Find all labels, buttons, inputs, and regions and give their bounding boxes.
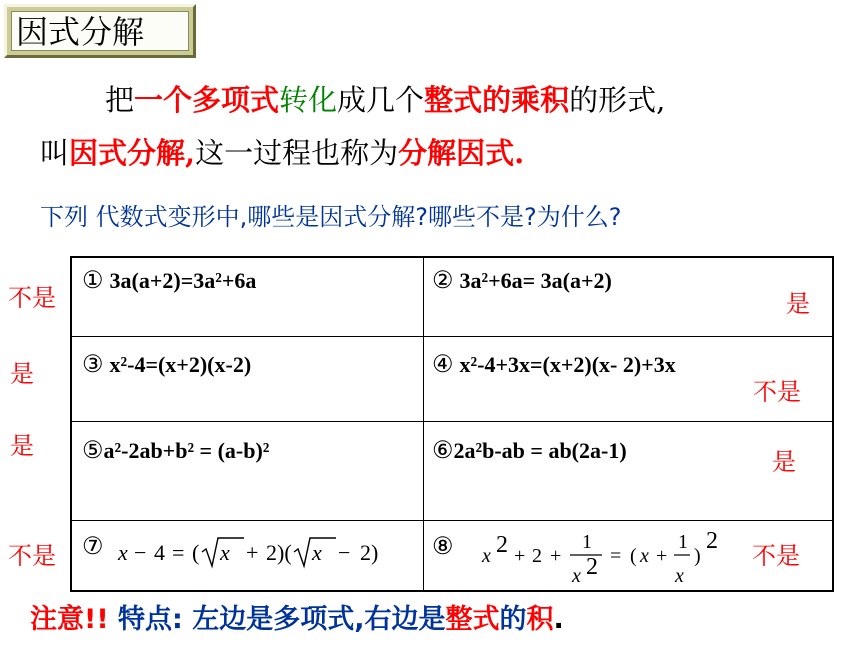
definition-emphasis: 分解因式 <box>398 136 515 170</box>
answer-label-2: 是 <box>786 290 810 318</box>
svg-text:2: 2 <box>586 554 598 580</box>
svg-text:=: = <box>172 540 185 565</box>
table-cell-3 <box>82 350 251 379</box>
definition-text: 这一过程也称为 <box>195 136 399 170</box>
table-cell-6 <box>432 436 627 465</box>
svg-text:): ) <box>694 545 701 567</box>
item-expression: x²-4+3x=(x+2)(x- 2)+3x <box>459 352 676 377</box>
answer-label-6: 是 <box>772 448 796 476</box>
svg-text:x: x <box>482 545 491 567</box>
svg-text:+: + <box>550 545 562 567</box>
svg-text:2: 2 <box>532 545 542 567</box>
item-expression: x²-4=(x+2)(x-2) <box>109 352 252 377</box>
table-cell-7 <box>82 532 110 561</box>
svg-text:2): 2) <box>360 540 379 565</box>
svg-text:−: − <box>338 540 351 565</box>
item-number: ⑦ <box>82 534 104 560</box>
definition-text: 成几个 <box>337 83 425 117</box>
answer-label-5: 是 <box>10 432 34 460</box>
svg-text:x: x <box>118 540 128 565</box>
formula-8 <box>472 522 762 590</box>
item-number: ④ <box>432 352 454 378</box>
note-label: 注意!! <box>30 604 109 635</box>
item-number: ② <box>432 268 454 294</box>
definition-text: 叫 <box>40 136 70 170</box>
note-emphasis: 积 <box>526 604 554 635</box>
svg-text:x: x <box>572 565 581 587</box>
svg-text:x: x <box>640 545 649 567</box>
note-end: . <box>553 604 564 635</box>
definition-punct: . <box>514 136 525 170</box>
svg-text:x: x <box>312 540 322 565</box>
definition-line-1 <box>105 78 665 119</box>
page-title: 因式分解 <box>11 11 189 51</box>
note-text: 的 <box>499 604 527 635</box>
item-number: ⑥ <box>432 438 454 464</box>
table-cell-5 <box>82 436 269 465</box>
table-cell-8 <box>432 532 460 561</box>
svg-text:x: x <box>675 565 684 587</box>
item-number: ③ <box>82 352 104 378</box>
definition-text: 把 <box>105 83 135 117</box>
definition-text: 的形式, <box>569 83 666 117</box>
definition-punct: , <box>185 136 196 170</box>
definition-highlight: 转化 <box>279 83 338 117</box>
note-line <box>30 597 564 636</box>
table-cell-1 <box>82 266 256 295</box>
title-frame <box>4 4 196 58</box>
answer-label-8: 不是 <box>752 542 800 570</box>
answer-label-3: 是 <box>10 360 34 388</box>
item-expression: 3a(a+2)=3a²+6a <box>109 268 257 293</box>
note-text: 特点: 左边是多项式,右边是 <box>108 604 446 635</box>
svg-text:−: − <box>134 540 147 565</box>
svg-text:2)(: 2)( <box>266 540 292 565</box>
svg-text:+: + <box>246 540 259 565</box>
svg-text:x: x <box>220 540 230 565</box>
item-expression: a²-2ab+b² = (a-b)² <box>103 438 270 463</box>
formula-7 <box>116 526 416 576</box>
table-cell-4 <box>432 350 676 379</box>
table-divider <box>72 336 832 337</box>
svg-text:1: 1 <box>678 531 688 553</box>
svg-text:+: + <box>656 545 668 567</box>
item-number: ⑤ <box>82 438 104 464</box>
item-expression: 2a²b-ab = ab(2a-1) <box>453 438 627 463</box>
item-number: ⑧ <box>432 534 454 560</box>
item-expression: 3a²+6a= 3a(a+2) <box>459 268 612 293</box>
svg-text:=: = <box>610 545 622 567</box>
definition-emphasis: 因式分解 <box>69 136 186 170</box>
note-emphasis: 整式 <box>445 604 500 635</box>
table-divider <box>72 421 832 422</box>
svg-text:+: + <box>514 545 526 567</box>
item-number: ① <box>82 268 104 294</box>
answer-label-7: 不是 <box>8 542 56 570</box>
definition-emphasis: 一个多项式 <box>134 83 280 117</box>
definition-line-2 <box>40 131 524 172</box>
table-cell-2 <box>432 266 612 295</box>
svg-text:4: 4 <box>154 540 165 565</box>
definition-emphasis: 整式的乘积 <box>424 83 570 117</box>
svg-text:2: 2 <box>706 528 718 554</box>
svg-text:1: 1 <box>582 531 592 553</box>
table-divider <box>423 258 424 590</box>
answer-label-4: 不是 <box>753 378 801 406</box>
table-divider <box>72 520 832 521</box>
answer-label-1: 不是 <box>8 284 56 312</box>
svg-text:(: ( <box>630 545 637 567</box>
question-text: 下列 代数式变形中,哪些是因式分解?哪些不是?为什么? <box>40 203 622 231</box>
svg-text:2: 2 <box>496 532 508 558</box>
svg-text:(: ( <box>192 540 200 565</box>
expression-table <box>70 256 834 592</box>
